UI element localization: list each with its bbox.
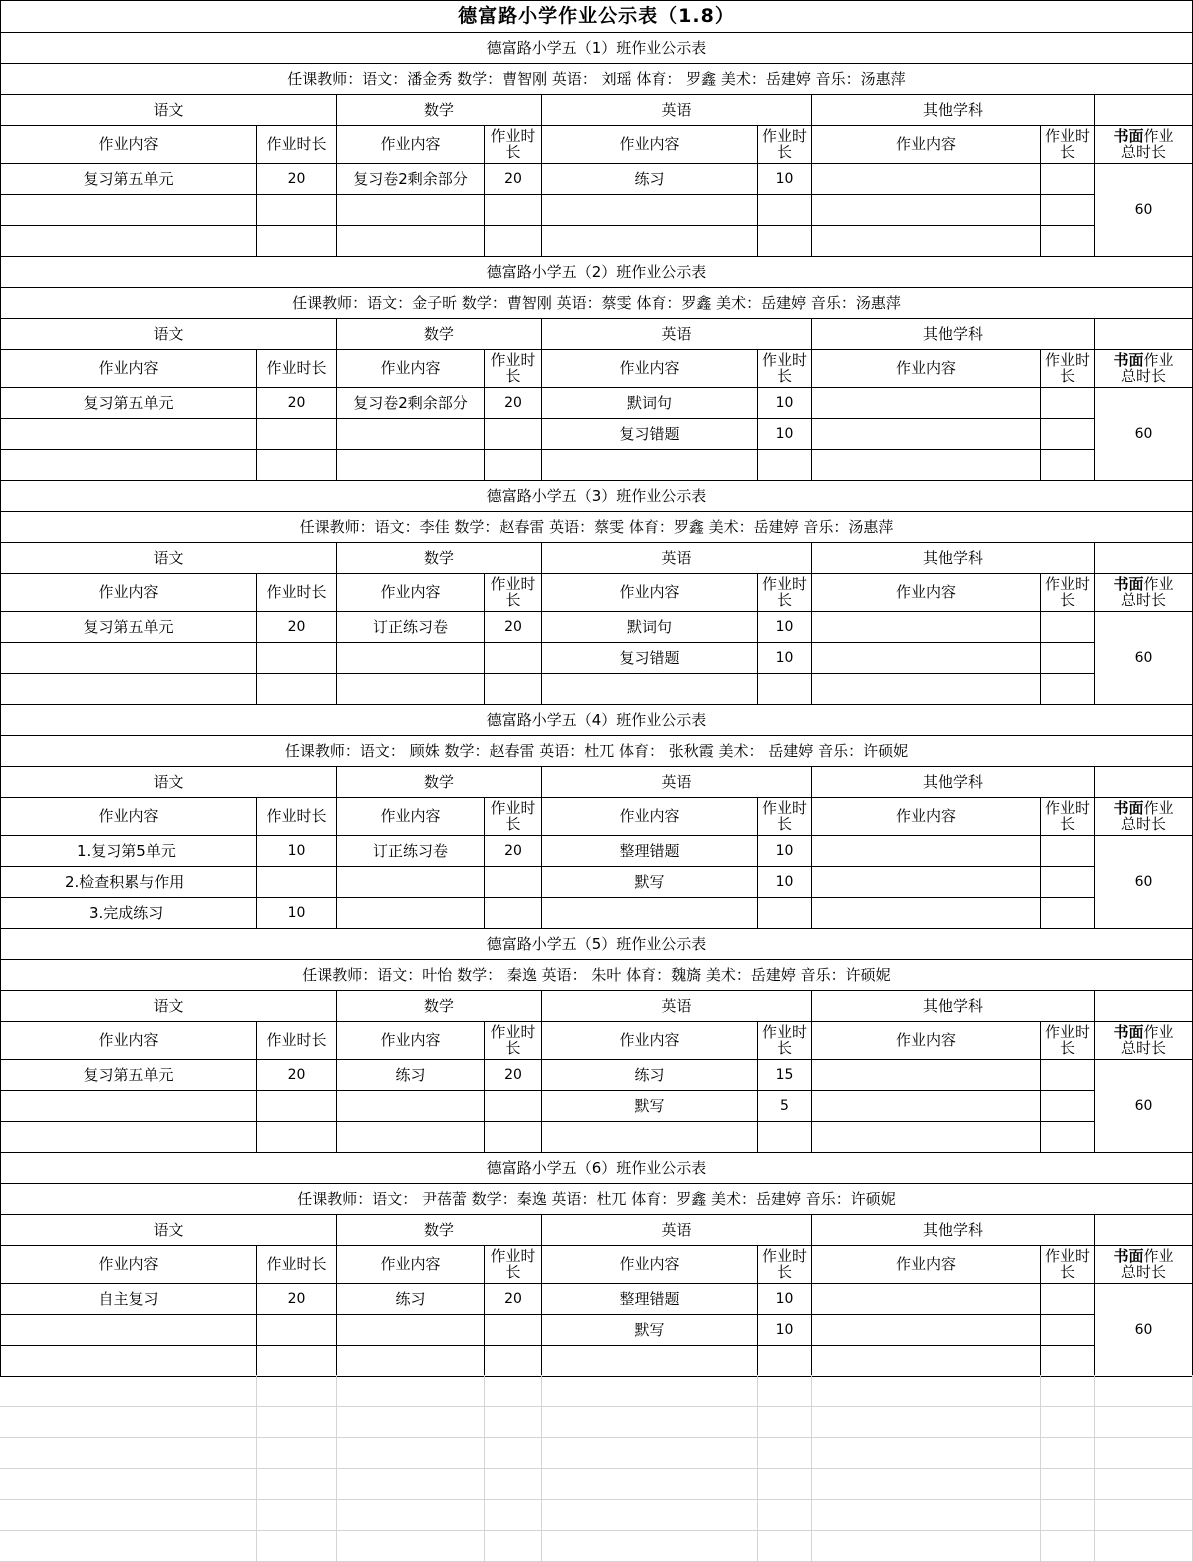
duration-cell[interactable] — [256, 1345, 337, 1377]
duration-cell[interactable]: 10 — [757, 611, 812, 643]
content-cell[interactable] — [336, 1090, 485, 1122]
subject-header-chinese[interactable]: 语文 — [0, 990, 337, 1022]
grid-row-line — [0, 1499, 1193, 1500]
duration-cell[interactable] — [256, 673, 337, 705]
header-content[interactable]: 作业内容 — [0, 1245, 257, 1284]
duration-cell[interactable]: 10 — [757, 835, 812, 867]
subject-header-math[interactable]: 数学 — [336, 766, 542, 798]
subject-header-blank[interactable] — [1094, 990, 1193, 1022]
content-cell[interactable] — [811, 1283, 1041, 1315]
duration-cell[interactable] — [484, 1090, 542, 1122]
content-cell[interactable] — [541, 225, 758, 257]
content-cell[interactable]: 默词句 — [541, 611, 758, 643]
duration-cell[interactable] — [484, 897, 542, 929]
class-title[interactable]: 德富路小学五（5）班作业公示表 — [0, 928, 1193, 960]
duration-cell[interactable] — [484, 1314, 542, 1346]
total-duration-cell[interactable]: 60 — [1094, 387, 1193, 481]
header-total-duration[interactable] — [1094, 125, 1193, 164]
subject-header-chinese[interactable]: 语文 — [0, 94, 337, 126]
header-duration[interactable]: 作业时长 — [484, 1021, 542, 1060]
subject-header-blank[interactable] — [1094, 94, 1193, 126]
header-content[interactable]: 作业内容 — [541, 125, 758, 164]
duration-cell[interactable] — [484, 1345, 542, 1377]
content-cell[interactable] — [336, 1314, 485, 1346]
subject-header-other[interactable]: 其他学科 — [811, 1214, 1095, 1246]
header-duration[interactable]: 作业时长 — [757, 573, 812, 612]
content-cell[interactable] — [336, 642, 485, 674]
subject-header-english[interactable]: 英语 — [541, 542, 812, 574]
subject-header-blank[interactable] — [1094, 542, 1193, 574]
duration-cell[interactable] — [1040, 1283, 1095, 1315]
header-duration[interactable]: 作业时长 — [484, 797, 542, 836]
content-cell[interactable] — [336, 225, 485, 257]
duration-cell[interactable] — [484, 673, 542, 705]
duration-cell[interactable]: 10 — [757, 163, 812, 195]
subject-header-math[interactable]: 数学 — [336, 318, 542, 350]
total-bold-label: 书面 — [1113, 1247, 1144, 1265]
duration-cell[interactable]: 5 — [757, 1090, 812, 1122]
sheet-title[interactable]: 德富路小学作业公示表（1.8） — [0, 0, 1193, 33]
content-cell[interactable]: 复习卷2剩余部分 — [336, 387, 485, 419]
header-duration[interactable]: 作业时长 — [256, 1021, 337, 1060]
duration-cell[interactable]: 20 — [484, 387, 542, 419]
duration-cell[interactable] — [757, 225, 812, 257]
total-bold-label: 书面 — [1113, 575, 1144, 593]
duration-cell[interactable] — [484, 449, 542, 481]
content-cell[interactable]: 默写 — [541, 1090, 758, 1122]
teacher-list[interactable]: 任课教师：语文： 顾姝 数学：赵春雷 英语：杜兀 体育： 张秋霞 美术： 岳建婷 音乐：许硕妮 — [0, 735, 1193, 767]
content-cell[interactable]: 复习第五单元 — [0, 1059, 257, 1091]
content-cell[interactable] — [541, 1121, 758, 1153]
content-cell[interactable] — [0, 225, 257, 257]
duration-cell[interactable] — [256, 449, 337, 481]
header-duration[interactable]: 作业时长 — [1040, 573, 1095, 612]
header-total-duration[interactable] — [1094, 349, 1193, 388]
content-cell[interactable]: 默写 — [541, 866, 758, 898]
header-duration[interactable]: 作业时长 — [256, 349, 337, 388]
header-content[interactable]: 作业内容 — [811, 573, 1041, 612]
header-duration[interactable]: 作业时长 — [484, 349, 542, 388]
header-content[interactable]: 作业内容 — [541, 349, 758, 388]
duration-cell[interactable] — [757, 1345, 812, 1377]
header-content[interactable]: 作业内容 — [541, 573, 758, 612]
subject-header-other[interactable]: 其他学科 — [811, 542, 1095, 574]
header-content[interactable]: 作业内容 — [336, 573, 485, 612]
subject-header-chinese[interactable]: 语文 — [0, 318, 337, 350]
content-cell[interactable] — [336, 418, 485, 450]
content-cell[interactable] — [811, 1121, 1041, 1153]
header-content[interactable]: 作业内容 — [541, 1021, 758, 1060]
subject-header-math[interactable]: 数学 — [336, 542, 542, 574]
header-content[interactable]: 作业内容 — [811, 1021, 1041, 1060]
duration-cell[interactable] — [1040, 418, 1095, 450]
duration-cell[interactable]: 20 — [256, 611, 337, 643]
content-cell[interactable]: 整理错题 — [541, 835, 758, 867]
total-duration-cell[interactable]: 60 — [1094, 1059, 1193, 1153]
header-duration[interactable]: 作业时长 — [757, 1021, 812, 1060]
content-cell[interactable] — [336, 1345, 485, 1377]
header-content[interactable]: 作业内容 — [541, 1245, 758, 1284]
subject-header-math[interactable]: 数学 — [336, 94, 542, 126]
duration-cell[interactable] — [757, 449, 812, 481]
content-cell[interactable] — [0, 1090, 257, 1122]
header-duration[interactable]: 作业时长 — [484, 125, 542, 164]
header-duration[interactable]: 作业时长 — [757, 125, 812, 164]
duration-cell[interactable] — [1040, 642, 1095, 674]
header-total-duration[interactable] — [1094, 1245, 1193, 1284]
duration-cell[interactable] — [484, 866, 542, 898]
content-cell[interactable] — [0, 449, 257, 481]
header-duration[interactable]: 作业时长 — [1040, 125, 1095, 164]
content-cell[interactable] — [336, 449, 485, 481]
content-cell[interactable] — [811, 835, 1041, 867]
duration-cell[interactable]: 10 — [757, 1314, 812, 1346]
header-duration[interactable]: 作业时长 — [1040, 349, 1095, 388]
content-cell[interactable] — [336, 897, 485, 929]
header-duration[interactable]: 作业时长 — [256, 797, 337, 836]
content-cell[interactable] — [811, 387, 1041, 419]
content-cell[interactable]: 练习 — [541, 1059, 758, 1091]
duration-cell[interactable]: 10 — [757, 866, 812, 898]
duration-cell[interactable] — [256, 225, 337, 257]
header-duration[interactable]: 作业时长 — [484, 573, 542, 612]
total-duration-cell[interactable]: 60 — [1094, 611, 1193, 705]
content-cell[interactable]: 复习错题 — [541, 642, 758, 674]
content-cell[interactable] — [541, 673, 758, 705]
content-cell[interactable]: 自主复习 — [0, 1283, 257, 1315]
header-content[interactable]: 作业内容 — [0, 573, 257, 612]
subject-header-english[interactable]: 英语 — [541, 318, 812, 350]
header-duration[interactable]: 作业时长 — [256, 1245, 337, 1284]
subject-header-english[interactable]: 英语 — [541, 1214, 812, 1246]
duration-cell[interactable] — [1040, 673, 1095, 705]
content-cell[interactable] — [541, 194, 758, 226]
subject-header-chinese[interactable]: 语文 — [0, 542, 337, 574]
content-cell[interactable] — [811, 673, 1041, 705]
duration-cell[interactable] — [1040, 835, 1095, 867]
content-cell[interactable] — [811, 1345, 1041, 1377]
header-content[interactable]: 作业内容 — [541, 797, 758, 836]
duration-cell[interactable]: 10 — [757, 387, 812, 419]
duration-cell[interactable]: 20 — [256, 1059, 337, 1091]
duration-cell[interactable]: 10 — [256, 835, 337, 867]
content-cell[interactable] — [0, 418, 257, 450]
subject-header-blank[interactable] — [1094, 318, 1193, 350]
duration-cell[interactable] — [256, 418, 337, 450]
duration-cell[interactable]: 10 — [256, 897, 337, 929]
duration-cell[interactable] — [256, 1090, 337, 1122]
duration-cell[interactable]: 20 — [256, 163, 337, 195]
duration-cell[interactable] — [757, 673, 812, 705]
total-rest-label: 作业总时长 — [1120, 799, 1174, 833]
total-rest-label: 作业总时长 — [1120, 127, 1174, 161]
header-content[interactable]: 作业内容 — [811, 797, 1041, 836]
class-title[interactable]: 德富路小学五（6）班作业公示表 — [0, 1152, 1193, 1184]
class-title[interactable]: 德富路小学五（1）班作业公示表 — [0, 32, 1193, 64]
duration-cell[interactable] — [1040, 387, 1095, 419]
total-rest-label: 作业总时长 — [1120, 1023, 1174, 1057]
content-cell[interactable]: 默词句 — [541, 387, 758, 419]
subject-header-chinese[interactable]: 语文 — [0, 766, 337, 798]
header-content[interactable]: 作业内容 — [0, 797, 257, 836]
grid-row-line — [0, 1468, 1193, 1469]
content-cell[interactable] — [541, 1345, 758, 1377]
duration-cell[interactable] — [1040, 897, 1095, 929]
class-title[interactable]: 德富路小学五（2）班作业公示表 — [0, 256, 1193, 288]
content-cell[interactable]: 练习 — [336, 1283, 485, 1315]
total-bold-label: 书面 — [1113, 1023, 1144, 1041]
duration-cell[interactable] — [484, 642, 542, 674]
content-cell[interactable] — [811, 611, 1041, 643]
teacher-list[interactable]: 任课教师：语文：金子昕 数学：曹智刚 英语：蔡雯 体育：罗鑫 美术：岳建婷 音乐：汤惠萍 — [0, 287, 1193, 319]
total-rest-label: 作业总时长 — [1120, 575, 1174, 609]
teacher-list[interactable]: 任课教师：语文：潘金秀 数学：曹智刚 英语： 刘瑶 体育： 罗鑫 美术：岳建婷 音乐：汤惠萍 — [0, 63, 1193, 95]
duration-cell[interactable]: 20 — [256, 387, 337, 419]
header-content[interactable]: 作业内容 — [0, 1021, 257, 1060]
subject-header-other[interactable]: 其他学科 — [811, 766, 1095, 798]
content-cell[interactable]: 3.完成练习 — [0, 897, 257, 929]
content-cell[interactable]: 练习 — [336, 1059, 485, 1091]
duration-cell[interactable]: 20 — [256, 1283, 337, 1315]
duration-cell[interactable] — [757, 897, 812, 929]
duration-cell[interactable] — [1040, 1090, 1095, 1122]
duration-cell[interactable] — [256, 194, 337, 226]
total-rest-label: 作业总时长 — [1120, 351, 1174, 385]
total-bold-label: 书面 — [1113, 127, 1144, 145]
duration-cell[interactable]: 10 — [757, 418, 812, 450]
duration-cell[interactable] — [1040, 1345, 1095, 1377]
content-cell[interactable] — [0, 1345, 257, 1377]
content-cell[interactable] — [811, 1059, 1041, 1091]
grid-row-line — [0, 1437, 1193, 1438]
duration-cell[interactable] — [484, 225, 542, 257]
duration-cell[interactable]: 10 — [757, 642, 812, 674]
subject-header-other[interactable]: 其他学科 — [811, 318, 1095, 350]
teacher-list[interactable]: 任课教师：语文：叶怡 数学： 秦逸 英语： 朱叶 体育：魏旖 美术：岳建婷 音乐：许硕妮 — [0, 959, 1193, 991]
content-cell[interactable] — [811, 866, 1041, 898]
content-cell[interactable]: 复习第五单元 — [0, 387, 257, 419]
total-duration-cell[interactable]: 60 — [1094, 835, 1193, 929]
header-total-duration[interactable] — [1094, 797, 1193, 836]
content-cell[interactable]: 订正练习卷 — [336, 835, 485, 867]
content-cell[interactable] — [811, 194, 1041, 226]
header-duration[interactable]: 作业时长 — [757, 797, 812, 836]
duration-cell[interactable]: 20 — [484, 611, 542, 643]
teacher-list[interactable]: 任课教师：语文：李佳 数学：赵春雷 英语：蔡雯 体育：罗鑫 美术：岳建婷 音乐：汤惠萍 — [0, 511, 1193, 543]
header-content[interactable]: 作业内容 — [0, 349, 257, 388]
subject-header-blank[interactable] — [1094, 1214, 1193, 1246]
duration-cell[interactable] — [484, 418, 542, 450]
subject-header-chinese[interactable]: 语文 — [0, 1214, 337, 1246]
duration-cell[interactable] — [1040, 1059, 1095, 1091]
duration-cell[interactable] — [1040, 866, 1095, 898]
header-duration[interactable]: 作业时长 — [757, 1245, 812, 1284]
header-duration[interactable]: 作业时长 — [1040, 1245, 1095, 1284]
subject-header-english[interactable]: 英语 — [541, 990, 812, 1022]
header-content[interactable]: 作业内容 — [0, 125, 257, 164]
duration-cell[interactable] — [1040, 1314, 1095, 1346]
content-cell[interactable] — [336, 194, 485, 226]
total-duration-cell[interactable]: 60 — [1094, 1283, 1193, 1377]
duration-cell[interactable] — [256, 1314, 337, 1346]
content-cell[interactable]: 2.检查积累与作用 — [0, 866, 257, 898]
duration-cell[interactable] — [757, 194, 812, 226]
subject-header-other[interactable]: 其他学科 — [811, 990, 1095, 1022]
header-content[interactable]: 作业内容 — [811, 125, 1041, 164]
content-cell[interactable] — [0, 642, 257, 674]
content-cell[interactable] — [0, 1314, 257, 1346]
content-cell[interactable]: 复习错题 — [541, 418, 758, 450]
total-rest-label: 作业总时长 — [1120, 1247, 1174, 1281]
header-duration[interactable]: 作业时长 — [256, 125, 337, 164]
content-cell[interactable] — [0, 673, 257, 705]
duration-cell[interactable] — [256, 1121, 337, 1153]
duration-cell[interactable]: 15 — [757, 1059, 812, 1091]
header-total-duration[interactable] — [1094, 1021, 1193, 1060]
duration-cell[interactable]: 10 — [757, 1283, 812, 1315]
content-cell[interactable] — [811, 1314, 1041, 1346]
content-cell[interactable] — [0, 1121, 257, 1153]
content-cell[interactable]: 复习第五单元 — [0, 611, 257, 643]
content-cell[interactable] — [336, 673, 485, 705]
header-content[interactable]: 作业内容 — [811, 1245, 1041, 1284]
header-content[interactable]: 作业内容 — [336, 125, 485, 164]
subject-header-blank[interactable] — [1094, 766, 1193, 798]
content-cell[interactable] — [811, 642, 1041, 674]
subject-header-math[interactable]: 数学 — [336, 1214, 542, 1246]
duration-cell[interactable] — [1040, 611, 1095, 643]
content-cell[interactable] — [541, 449, 758, 481]
header-content[interactable]: 作业内容 — [336, 797, 485, 836]
content-cell[interactable] — [811, 449, 1041, 481]
content-cell[interactable] — [811, 163, 1041, 195]
content-cell[interactable] — [811, 1090, 1041, 1122]
content-cell[interactable]: 1.复习第5单元 — [0, 835, 257, 867]
subject-header-english[interactable]: 英语 — [541, 766, 812, 798]
class-title[interactable]: 德富路小学五（4）班作业公示表 — [0, 704, 1193, 736]
header-content[interactable]: 作业内容 — [336, 349, 485, 388]
duration-cell[interactable] — [1040, 449, 1095, 481]
header-duration[interactable]: 作业时长 — [1040, 1021, 1095, 1060]
duration-cell[interactable] — [256, 642, 337, 674]
total-bold-label: 书面 — [1113, 351, 1144, 369]
class-title[interactable]: 德富路小学五（3）班作业公示表 — [0, 480, 1193, 512]
subject-header-english[interactable]: 英语 — [541, 94, 812, 126]
duration-cell[interactable]: 20 — [484, 1059, 542, 1091]
duration-cell[interactable]: 20 — [484, 163, 542, 195]
content-cell[interactable] — [336, 1121, 485, 1153]
header-duration[interactable]: 作业时长 — [256, 573, 337, 612]
duration-cell[interactable] — [484, 194, 542, 226]
content-cell[interactable] — [811, 897, 1041, 929]
header-total-duration[interactable] — [1094, 573, 1193, 612]
content-cell[interactable]: 复习卷2剩余部分 — [336, 163, 485, 195]
subject-header-math[interactable]: 数学 — [336, 990, 542, 1022]
duration-cell[interactable] — [1040, 163, 1095, 195]
content-cell[interactable] — [0, 194, 257, 226]
content-cell[interactable]: 默写 — [541, 1314, 758, 1346]
content-cell[interactable]: 练习 — [541, 163, 758, 195]
header-content[interactable]: 作业内容 — [336, 1021, 485, 1060]
header-content[interactable]: 作业内容 — [336, 1245, 485, 1284]
header-duration[interactable]: 作业时长 — [1040, 797, 1095, 836]
content-cell[interactable]: 订正练习卷 — [336, 611, 485, 643]
duration-cell[interactable] — [1040, 1121, 1095, 1153]
duration-cell[interactable]: 20 — [484, 1283, 542, 1315]
grid-row-line — [0, 1406, 1193, 1407]
duration-cell[interactable] — [757, 1121, 812, 1153]
duration-cell[interactable] — [1040, 225, 1095, 257]
content-cell[interactable]: 整理错题 — [541, 1283, 758, 1315]
header-content[interactable]: 作业内容 — [811, 349, 1041, 388]
grid-row-line — [0, 1530, 1193, 1531]
teacher-list[interactable]: 任课教师：语文： 尹蓓蕾 数学：秦逸 英语：杜兀 体育：罗鑫 美术：岳建婷 音乐：许硕妮 — [0, 1183, 1193, 1215]
duration-cell[interactable] — [484, 1121, 542, 1153]
content-cell[interactable] — [811, 418, 1041, 450]
content-cell[interactable] — [811, 225, 1041, 257]
content-cell[interactable]: 复习第五单元 — [0, 163, 257, 195]
subject-header-other[interactable]: 其他学科 — [811, 94, 1095, 126]
duration-cell[interactable] — [1040, 194, 1095, 226]
duration-cell[interactable] — [256, 866, 337, 898]
total-bold-label: 书面 — [1113, 799, 1144, 817]
duration-cell[interactable]: 20 — [484, 835, 542, 867]
content-cell[interactable] — [541, 897, 758, 929]
content-cell[interactable] — [336, 866, 485, 898]
header-duration[interactable]: 作业时长 — [484, 1245, 542, 1284]
header-duration[interactable]: 作业时长 — [757, 349, 812, 388]
total-duration-cell[interactable]: 60 — [1094, 163, 1193, 257]
